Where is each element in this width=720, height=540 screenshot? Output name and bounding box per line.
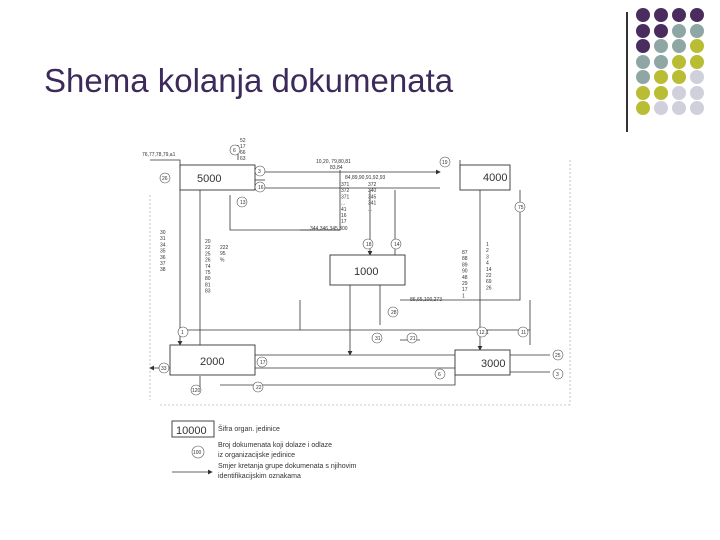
code-label: 16 [341,213,347,219]
svg-text:identifikacijskim oznakama: identifikacijskim oznakama [218,473,301,480]
svg-text:5000: 5000 [197,173,222,185]
svg-text:100: 100 [193,450,202,456]
code-label: 41 [341,206,347,213]
svg-text:3000: 3000 [481,358,506,370]
code-label: 69 [486,279,492,286]
svg-text:26: 26 [162,176,168,182]
svg-text:6: 6 [233,148,236,154]
code-label: 22 [486,273,492,279]
svg-text:3: 3 [258,169,261,175]
code-label: 3 [486,254,489,261]
code-label: 88 [462,256,468,263]
svg-text:22: 22 [256,385,262,391]
code-label: 35 [160,248,166,255]
code-label: 26 [205,257,211,264]
code-label: 48 [462,274,468,281]
code-label: 34 [160,242,166,249]
node-2000 [170,345,255,375]
code-label: ... [341,200,346,207]
svg-text:6: 6 [438,372,441,378]
code-label: 1 [486,242,489,248]
code-label: 371 [341,194,350,201]
svg-text:Smjer kretanja grupe dokumenat: Smjer kretanja grupe dokumenata s njihovim [218,463,357,470]
code-label: 340 [368,188,377,195]
svg-text:11: 11 [521,330,527,336]
code-label: ... [368,206,373,213]
code-label: 372 [368,182,377,188]
code-label: 37 [160,261,166,267]
svg-text:17: 17 [260,360,266,366]
svg-text:14: 14 [394,242,400,248]
code-label: 89 [462,262,468,269]
code-label: 372 [341,188,350,195]
svg-text:344,346,345,300: 344,346,345,300 [310,226,348,232]
node-1000 [330,255,405,285]
code-label: 2 [486,248,489,255]
svg-text:76,77,78,79,a1: 76,77,78,79,a1 [142,152,176,158]
svg-text:10000: 10000 [176,425,207,437]
code-label: 90 [462,268,468,275]
svg-text:83,84: 83,84 [330,165,343,171]
code-label: 17 [462,287,468,294]
svg-text:Šifra organ. jedinice: Šifra organ. jedinice [218,426,280,433]
code-label: 38 [160,267,166,274]
code-label: 371 [341,182,350,188]
svg-text:28: 28 [391,310,397,316]
code-label: 36 [160,254,166,261]
node-5000 [180,165,255,190]
legend [172,421,357,480]
svg-text:3: 3 [556,372,559,378]
node-3000 [455,350,510,375]
svg-text:Broj dokumenata koji dolaze i: Broj dokumenata koji dolaze i odlaze [218,442,333,449]
svg-text:66: 66 [240,150,246,156]
code-label: 80 [205,276,211,283]
svg-text:19: 19 [442,160,448,166]
code-columns [160,182,492,299]
code-label: 341 [368,200,377,207]
code-label: 26 [486,285,492,292]
code-label: % [220,257,225,264]
svg-text:17: 17 [240,144,246,150]
code-label: 20 [205,239,211,245]
svg-text:75: 75 [518,205,524,211]
code-label: 25 [205,251,211,258]
svg-text:13: 13 [240,200,246,206]
code-label: 83 [205,288,211,295]
code-label: 81 [205,282,211,289]
page-title: Shema kolanja dokumenata [44,62,454,99]
code-label: 75 [205,270,211,276]
svg-text:10,20, 79,80,81: 10,20, 79,80,81 [316,159,351,165]
svg-text:4000: 4000 [483,172,508,184]
svg-text:25: 25 [555,353,561,359]
code-label: 31 [160,236,166,243]
code-label: 29 [462,281,468,287]
svg-text:120: 120 [192,388,201,394]
node-4000 [460,165,510,190]
code-label: 4 [486,260,489,267]
svg-text:1: 1 [181,330,184,336]
svg-text:iz organizacijske jedinice: iz organizacijske jedinice [218,452,296,459]
svg-text:86,65,100,273: 86,65,100,273 [410,297,442,303]
code-label: 87 [462,250,468,256]
svg-text:18: 18 [366,242,372,248]
svg-text:12.1: 12.1 [479,330,489,336]
code-label: 22 [205,245,211,252]
svg-text:16: 16 [258,185,264,191]
svg-text:52: 52 [240,138,246,144]
svg-text:31: 31 [375,336,381,342]
code-label: 222 [220,245,229,251]
code-label: 17 [341,219,347,226]
code-label: 95 [220,251,226,258]
code-label: 345 [368,194,377,201]
svg-text:1000: 1000 [354,266,379,278]
svg-text:33: 33 [161,366,167,372]
code-label: 30 [160,230,166,236]
svg-text:84,89,90,91,92,93: 84,89,90,91,92,93 [345,175,386,181]
svg-text:2000: 2000 [200,356,225,368]
svg-text:21: 21 [410,336,416,342]
svg-text:63: 63 [240,156,246,162]
code-label: 1 [462,293,465,300]
code-label: 14 [486,266,492,273]
code-label: 74 [205,263,211,270]
